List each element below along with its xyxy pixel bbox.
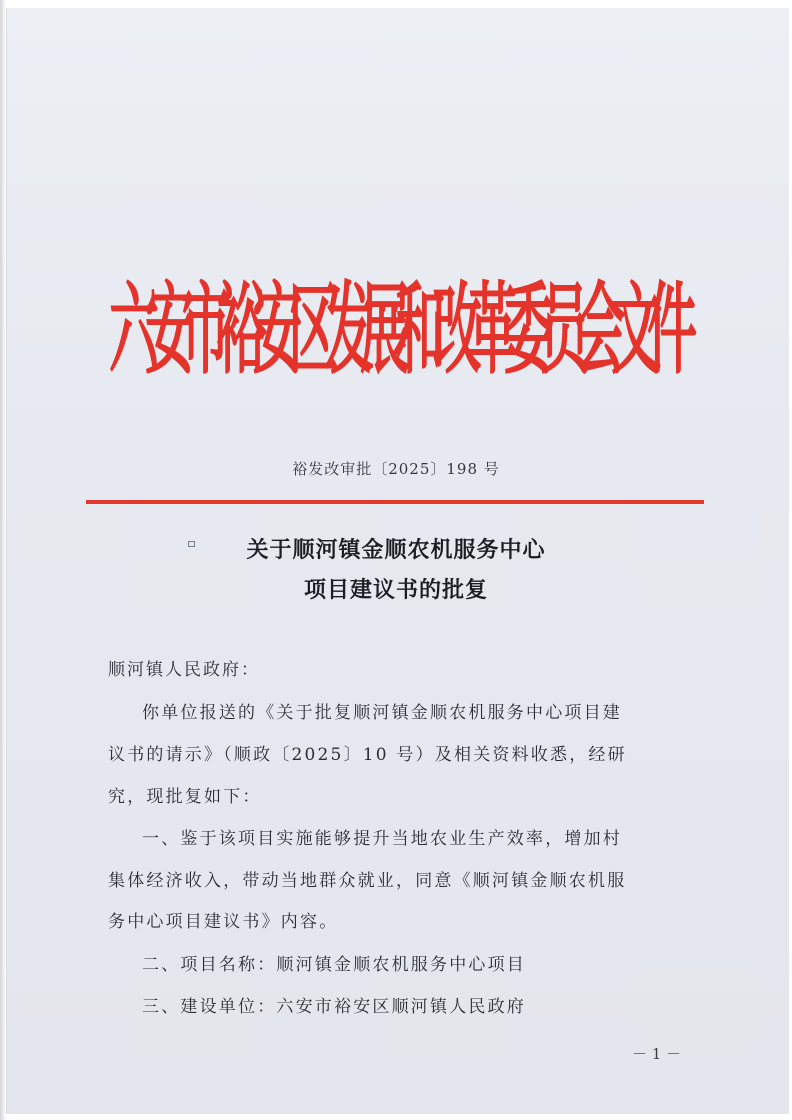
title-line-2: 项目建议书的批复 bbox=[303, 577, 488, 603]
paragraph-line: 三、建设单位：六安市裕安区顺河镇人民政府 bbox=[142, 997, 526, 1017]
masthead-text: 六安市裕安区发展和改革委员会文件 bbox=[108, 272, 684, 382]
paragraph-line: 集体经济收入，带动当地群众就业，同意《顺河镇金顺农机服 bbox=[108, 871, 627, 891]
paragraph-line: 一、鉴于该项目实施能够提升当地农业生产效率，增加村 bbox=[142, 829, 622, 849]
red-separator-line bbox=[86, 500, 704, 504]
paragraph-line: 究，现批复如下： bbox=[108, 787, 262, 807]
paragraph-line: 议书的请示》（顺政〔2025〕10 号）及相关资料收悉，经研 bbox=[108, 745, 627, 765]
title-line-1: 关于顺河镇金顺农机服务中心 bbox=[246, 537, 546, 563]
paragraph-line: 务中心项目建议书》内容。 bbox=[108, 912, 339, 932]
paragraph-line: 二、项目名称：顺河镇金顺农机服务中心项目 bbox=[142, 955, 526, 975]
paragraph-line: 你单位报送的《关于批复顺河镇金顺农机服务中心项目建 bbox=[142, 703, 622, 723]
salutation: 顺河镇人民政府： bbox=[108, 660, 260, 680]
document-number: 裕发改审批〔2025〕198 号 bbox=[292, 460, 500, 478]
masthead bbox=[86, 262, 706, 382]
page-number: － 1 － bbox=[632, 1045, 682, 1063]
